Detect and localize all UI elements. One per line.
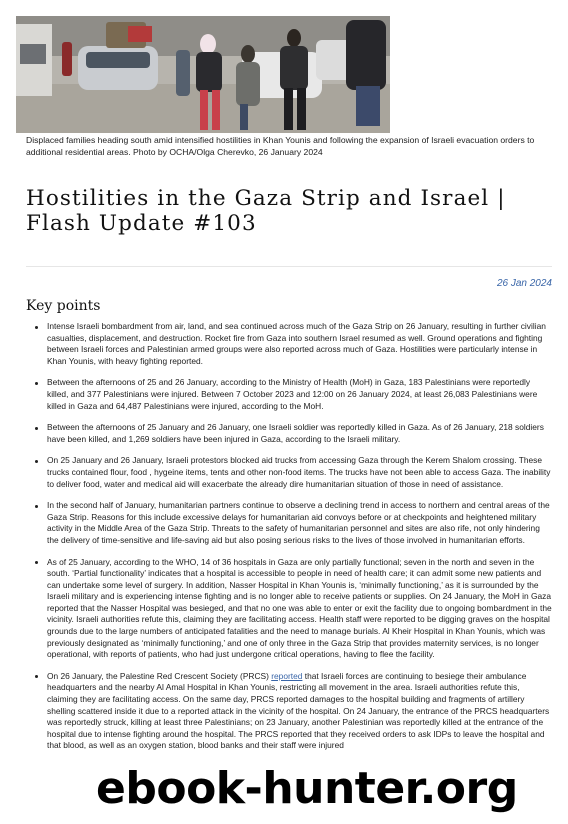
page-title: Hostilities in the Gaza Strip and Israel | Flash Update #103: [26, 186, 506, 236]
photo-caption: Displaced families heading south amid intensified hostilities in Khan Younis and following the expansion of Israeli evacuation orders to additional residential areas. Photo by OCHA/Olga Cherevko, 26 January 2024: [26, 135, 535, 157]
key-point-7-text-end: that Israeli forces are continuing to besiege their ambulance headquarters and the nearby Al Amal Hospital in Khan Younis, restricting all movement in the area. Israeli authorities refute this, claiming they are facilitating access. On the same day, PRCS reported damages to the hospital building and fragments of artillery shelling scattered inside it due to a reported attack in the vicinity of the hospital. On 24 January, the entrance of the PRCS headquarters was reportedly struck, killing at least three Palestinians; on 23 January, another Palestinian was reportedly killed at the entrance of the hospital due to intense fighting around the hospital. The PRCS reported that they received orders to ask IDPs to leave the hospital and that blood, as well as an oxygen station, blood banks and their staff were injured: [47, 670, 550, 751]
key-points-heading: Key points: [26, 298, 101, 314]
key-point-3: Between the afternoons of 25 January and 26 January, one Israeli soldier was reportedly killed in Gaza. As of 26 January, 218 soldiers have been killed, and 1,269 soldiers have been injured in Gaza, according to the Israeli military.: [26, 422, 552, 445]
header-photo: [16, 16, 390, 133]
key-points-list: [26, 321, 552, 762]
watermark: ebook-hunter.org: [96, 763, 518, 814]
key-point-5: In the second half of January, humanitarian partners continue to observe a declining trend in access to northern and central areas of the Gaza Strip. Reasons for this include excessive delays for humanitarian aid convoys before or at checkpoints and heightened military activity in the Middle Area of the Gaza Strip. Threats to the safety of humanitarian personnel and sites are also rife, not only hindering the delivery of time-sensitive and life-saving aid but also posing serious risks to the lives of those involved in humanitarian efforts.: [26, 500, 552, 546]
key-point-1: Intense Israeli bombardment from air, land, and sea continued across much of the Gaza Strip on 26 January, resulting in further civilian casualties, displacement, and destruction. Rocket fire from Gaza into southern Israel resumed as well. Ground operations and fighting between Israeli forces and Palestinian armed groups were also reported across much of Gaza. Hostilities were particularly intense in Khan Younis, with heavy fighting reported.: [26, 321, 552, 367]
key-point-4: On 25 January and 26 January, Israeli protestors blocked aid trucks from accessing Gaza through the Kerem Shalom crossing. These trucks contained flour, food , hygeine items, tents and other non-food items. The trucks have not been able to access Gaza. The inability to deliver food, water and medical aid will exacerbate the already dire humanitarian situation of those in need of assistance.: [26, 455, 552, 490]
divider: [26, 266, 552, 267]
key-point-2: Between the afternoons of 25 and 26 January, according to the Ministry of Health (MoH) in Gaza, 183 Palestinians were reportedly killed, and 377 Palestinians were injured. Between 7 October 2023 and 12:00 on 26 January 2024, at least 26,083 Palestinians were killed in Gaza and 64,487 Palestinians were injured, according to the MoH.: [26, 377, 552, 412]
reported-link[interactable]: reported: [271, 670, 303, 681]
key-point-7: [26, 671, 552, 752]
photo-street-crowd-icon: [16, 16, 390, 133]
publication-date: 26 Jan 2024: [496, 278, 552, 289]
key-point-6: As of 25 January, according to the WHO, 14 of 36 hospitals in Gaza are only partially functional; seven in the north and seven in the south. ‘Partial functionality’ indicates that a hospital is accessible to people in need of health care; it can admit some new patients and can undertake some level of surgery. In addition, Nasser Hospital in Khan Younis is, ‘minimally functioning,’ as it is surrounded by the Israeli military and is experiencing intense fighting and is no longer able to receive patients or supplies. On 24 January, the MoH in Gaza reported that the Nasser Hospital was besieged, and that no one was able to enter or exit the facility due to ongoing bombardment in the vicinity. Israeli authorities refute this, claiming they are facilitating access. Health staff were reported to be digging graves on the hospital grounds due to the large numbers of anticipated fatalities and the need to manage burials. Al Kheir Hospital in Khan Younis, which was previously designated as ‘minimally functioning,’ and one of only three in the Gaza Strip that provides maternity services, is no longer operational, with reports of patients, who had just undergone critical operations, having to flee the facility.: [26, 557, 552, 661]
key-point-7-text-start: On 26 January, the Palestine Red Crescent Society (PRCS): [47, 670, 272, 681]
